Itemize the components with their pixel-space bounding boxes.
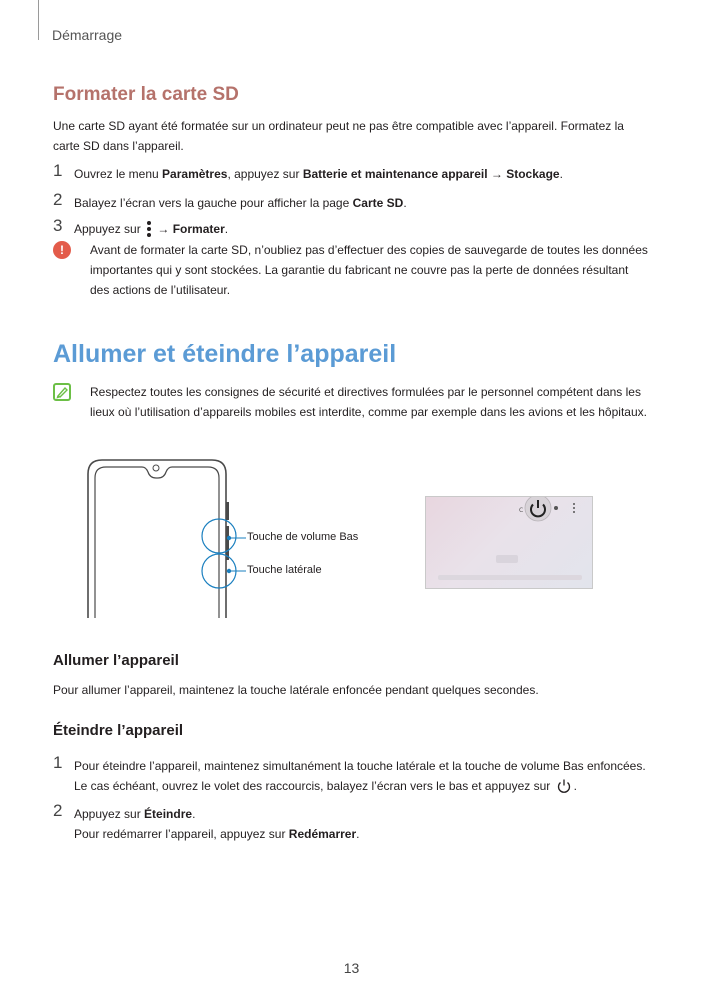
section-title-power: Allumer et éteindre l’appareil <box>53 340 397 368</box>
memo-icon <box>53 383 71 401</box>
callout-markers <box>198 512 248 592</box>
step-number: 1 <box>53 161 63 180</box>
caution-icon: ! <box>53 241 71 259</box>
step-text: Pour éteindre l’appareil, maintenez simultanément la touche latérale et la touche de volume Bas enfoncées. Le cas échéant, ouvrez le volet des raccourcis, balayez l’écran vers le bas et appuyez sur . <box>74 759 646 793</box>
callout-volume-down: Touche de volume Bas <box>247 531 359 543</box>
intro-paragraph: Une carte SD ayant été formatée sur un ordinateur peut ne pas être compatible avec l’appareil. Formatez la carte SD dans l’appareil. <box>53 119 624 153</box>
step-text: Appuyez sur Éteindre. Pour redémarrer l’appareil, appuyez sur Redémarrer. <box>74 807 360 841</box>
svg-text:C: C <box>519 507 524 514</box>
quick-panel-illustration <box>425 496 593 589</box>
subtitle-power-on: Allumer l’appareil <box>53 652 179 669</box>
step-text: Balayez l’écran vers la gauche pour afficher la page Carte SD. <box>74 196 407 210</box>
subtitle-power-off: Éteindre l’appareil <box>53 722 184 739</box>
running-head: Démarrage <box>52 27 123 43</box>
callout-side-key: Touche latérale <box>247 564 322 576</box>
memo-text: Respectez toutes les consignes de sécurité et directives formulées par le personnel compétent dans les lieux où l’utilisation d’appareils mobiles est interdite, comme par exemple dans les avions et les hôpitaux. <box>90 385 647 419</box>
margin-rule <box>38 0 39 40</box>
volume-key-marker <box>202 519 236 553</box>
power-icon <box>556 778 572 794</box>
section-title-format-sd: Formater la carte SD <box>53 84 239 105</box>
step-text: Appuyez sur → Formater. <box>74 222 229 236</box>
page-number: 13 <box>343 960 360 976</box>
step-number: 3 <box>53 216 63 235</box>
power-on-text: Pour allumer l’appareil, maintenez la touche latérale enfoncée pendant quelques secondes. <box>53 683 539 697</box>
caution-text: Avant de formater la carte SD, n’oubliez pas d’effectuer des copies de sauvegarde de toutes les données importantes qui y sont stockées. La garantie du fabricant ne couvre pas la perte de données résultant des actions de l’utilisateur. <box>90 243 648 297</box>
step-text: Ouvrez le menu Paramètres, appuyez sur Batterie et maintenance appareil → Stockage. <box>74 167 563 181</box>
step-number: 1 <box>53 753 63 772</box>
more-options-icon <box>146 221 152 237</box>
step-number: 2 <box>53 801 63 820</box>
step-number: 2 <box>53 190 63 209</box>
